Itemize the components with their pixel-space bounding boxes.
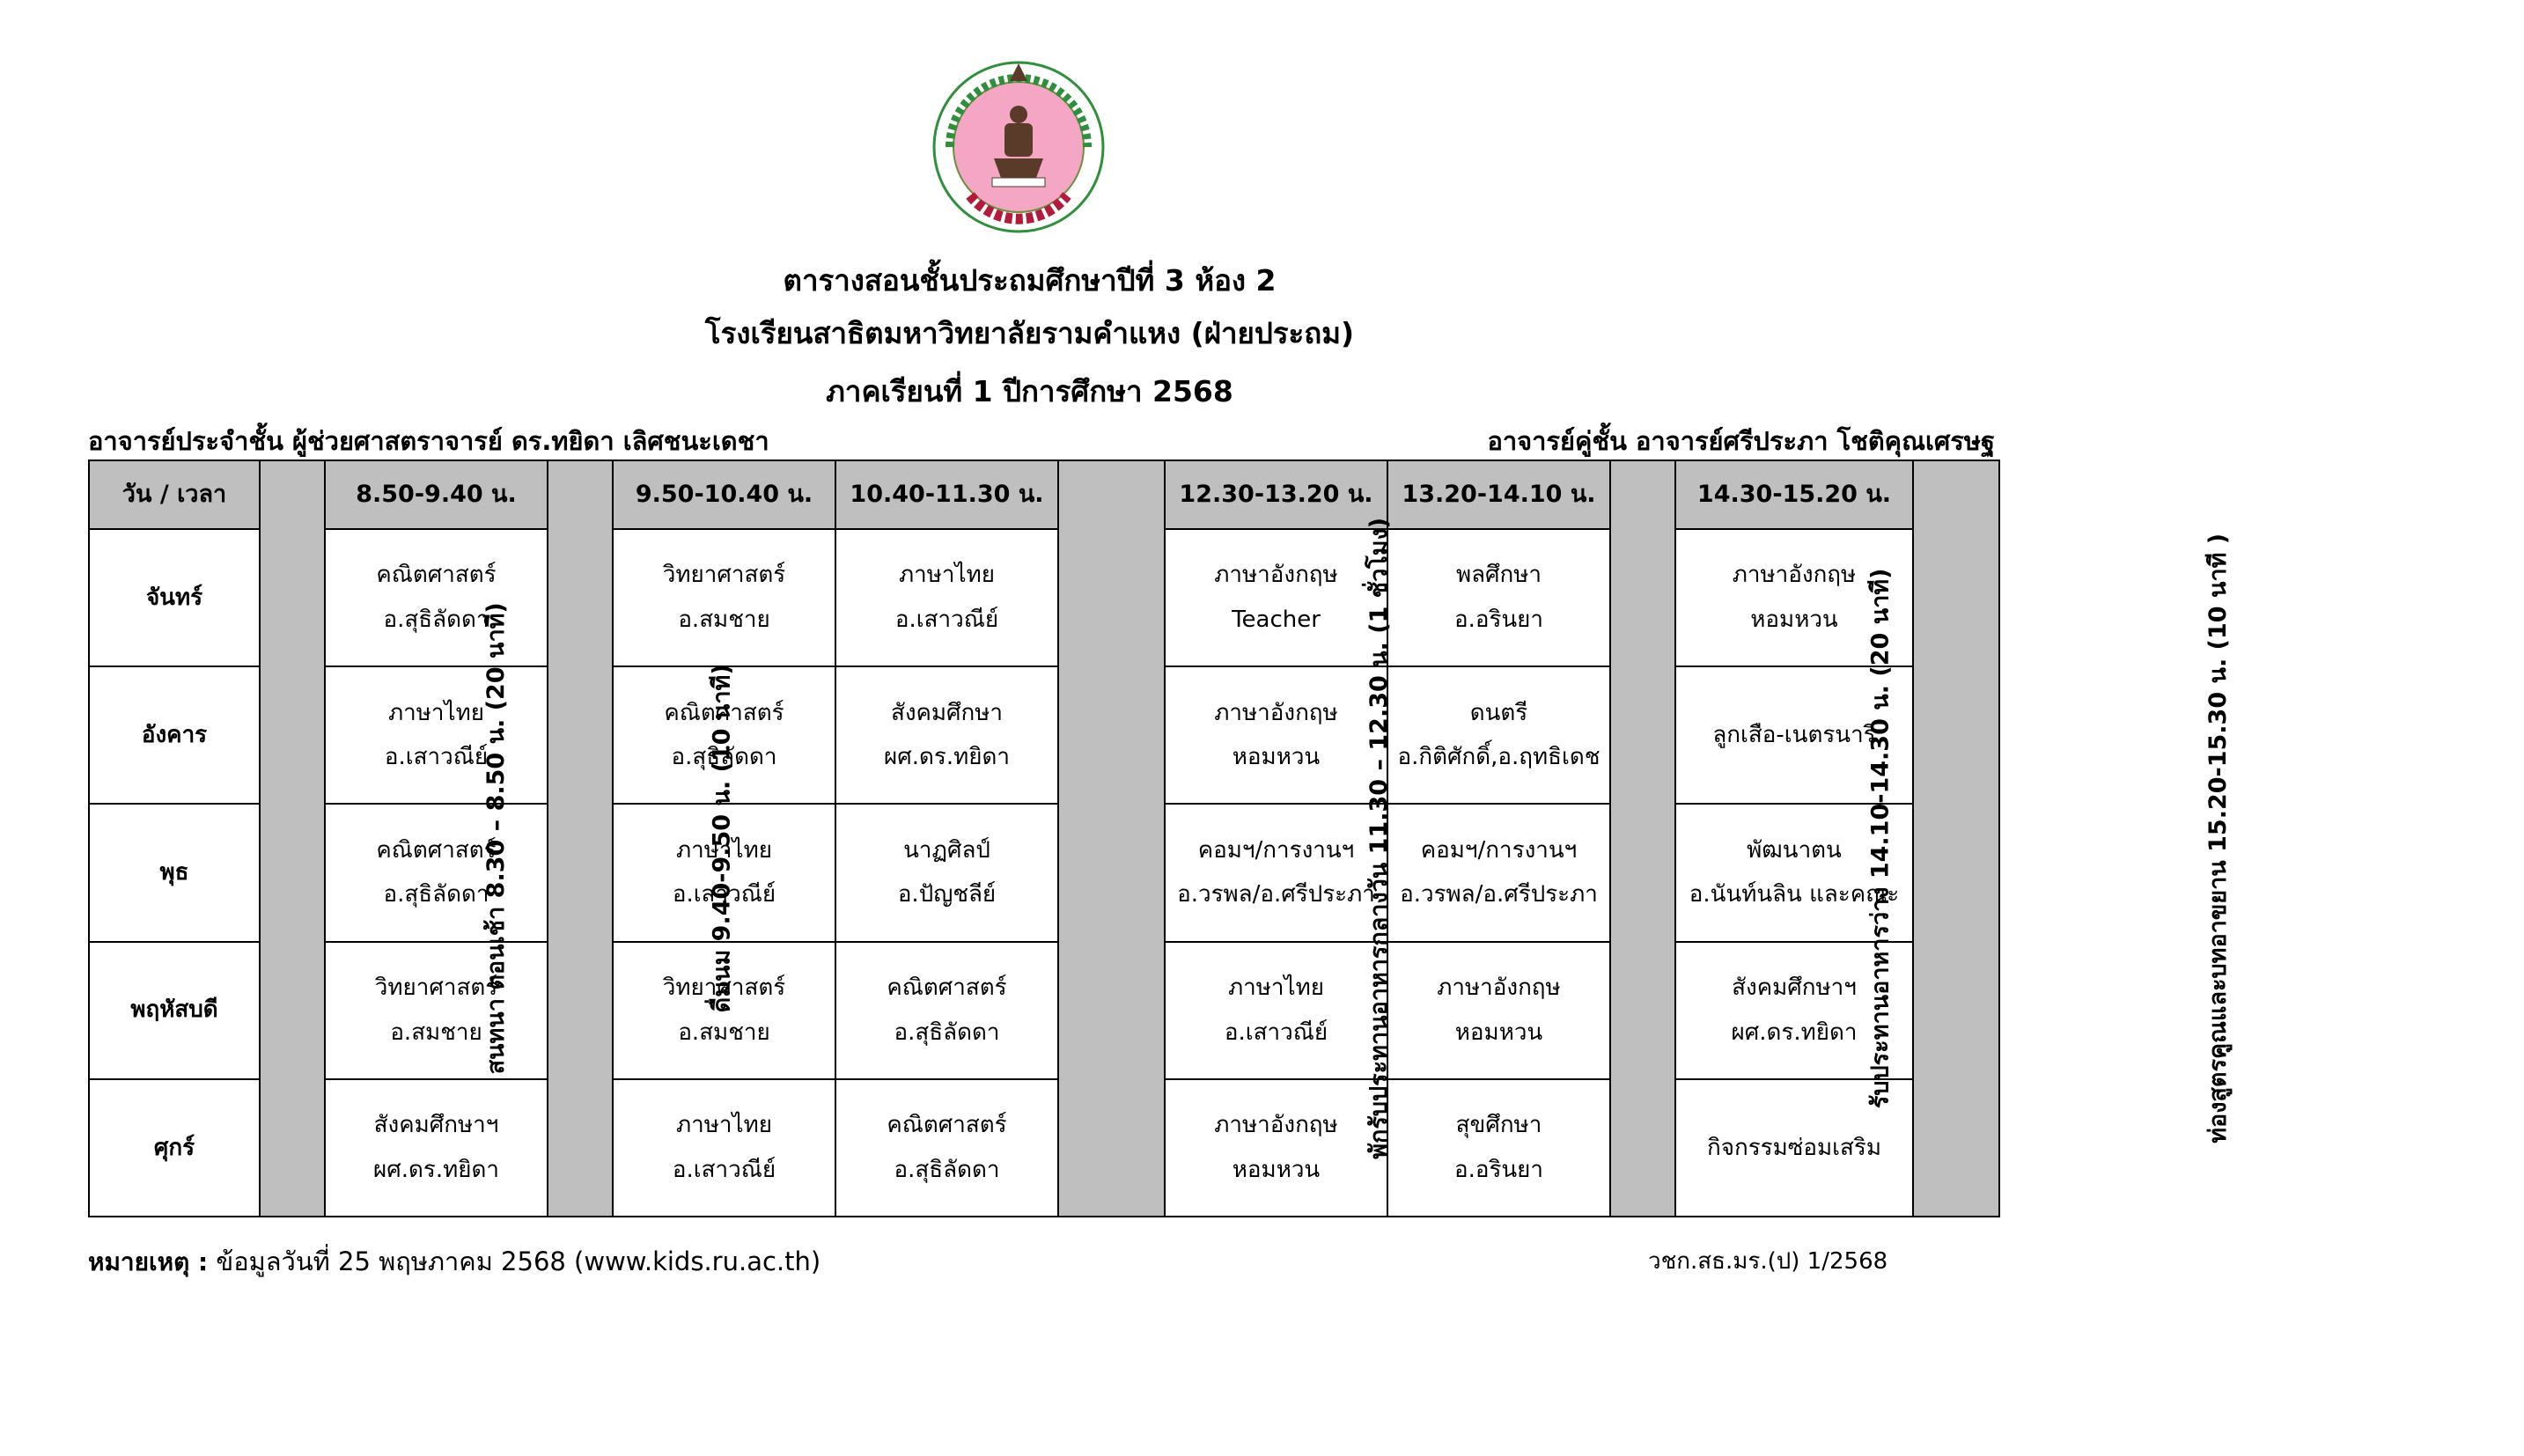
class-cell: คณิตศาสตร์ อ.สุธิลัดดา	[835, 1079, 1058, 1217]
time-header-p6: 14.30-15.20 น.	[1675, 460, 1913, 529]
class-cell: คอมฯ/การงานฯ อ.วรพล/อ.ศรีประภา	[1387, 804, 1610, 941]
day-label: ศุกร์	[89, 1079, 260, 1217]
footnote	[88, 1241, 820, 1282]
class-cell: ภาษาอังกฤษ หอมหวน	[1387, 942, 1610, 1079]
day-label: พฤหัสบดี	[89, 942, 260, 1079]
time-header-p4: 12.30-13.20 น.	[1165, 460, 1387, 529]
time-header-p1: 8.50-9.40 น.	[325, 460, 548, 529]
class-cell: ภาษาอังกฤษ หอมหวน	[1675, 529, 1913, 666]
class-cell: วิทยาศาสตร์ อ.สมชาย	[613, 529, 835, 666]
class-cell: ลูกเสือ-เนตรนารี	[1675, 666, 1913, 804]
footnote-text: ข้อมูลวันที่ 25 พฤษภาคม 2568 (www.kids.ru.ac.th)	[208, 1246, 821, 1276]
class-cell: ดนตรี อ.กิติศักดิ์,อ.ฤทธิเดช	[1387, 666, 1610, 804]
semester-title: ภาคเรียนที่ 1 ปีการศึกษา 2568	[826, 374, 1233, 408]
class-cell: พลศึกษา อ.อรินยา	[1387, 529, 1610, 666]
homeroom-teacher: อาจารย์ประจำชั้น ผู้ช่วยศาสตราจารย์ ดร.ทยิดา เลิศชนะเดชา	[88, 426, 769, 456]
time-header-p5: 13.20-14.10 น.	[1387, 460, 1610, 529]
time-header-p2: 9.50-10.40 น.	[613, 460, 835, 529]
class-cell: คณิตศาสตร์ อ.สุธิลัดดา	[325, 804, 548, 941]
day-label: พุธ	[89, 804, 260, 941]
class-cell: นาฏศิลป์ อ.ปัญชลีย์	[835, 804, 1058, 941]
table-row	[89, 804, 1999, 941]
table-row	[89, 666, 1999, 804]
class-cell: วิทยาศาสตร์ อ.สมชาย	[613, 942, 835, 1079]
table-row	[89, 529, 1999, 666]
class-cell: คณิตศาสตร์ อ.สุธิลัดดา	[613, 666, 835, 804]
school-name: โรงเรียนสาธิตมหาวิทยาลัยรามคำแหง (ฝ่ายประถม)	[704, 316, 1355, 350]
class-cell: สังคมศึกษาฯ ผศ.ดร.ทยิดา	[1675, 942, 1913, 1079]
table-row	[89, 942, 1999, 1079]
class-cell: ภาษาไทย อ.เสาวณีย์	[613, 1079, 835, 1217]
document-code: วชก.สธ.มร.(ป) 1/2568	[1648, 1248, 1888, 1275]
class-cell: คณิตศาสตร์ อ.สุธิลัดดา	[325, 529, 548, 666]
class-cell: วิทยาศาสตร์ อ.สมชาย	[325, 942, 548, 1079]
class-cell: ภาษาอังกฤษ Teacher	[1165, 529, 1387, 666]
footnote-label: หมายเหตุ :	[88, 1247, 209, 1276]
corner-header: วัน / เวลา	[89, 460, 260, 529]
schedule-title: ตารางสอนชั้นประถมศึกษาปีที่ 3 ห้อง 2	[783, 263, 1277, 298]
time-header-p3: 10.40-11.30 น.	[835, 460, 1058, 529]
school-logo	[931, 55, 1107, 239]
day-label: จันทร์	[89, 529, 260, 666]
class-cell: สุขศึกษา อ.อรินยา	[1387, 1079, 1610, 1217]
class-cell: คณิตศาสตร์ อ.สุธิลัดดา	[835, 942, 1058, 1079]
break-recite	[1913, 460, 2233, 1217]
class-cell: กิจกรรมซ่อมเสริม	[1675, 1079, 1913, 1217]
table-row	[89, 1079, 1999, 1217]
timetable	[88, 460, 2233, 1217]
class-cell: ภาษาไทย อ.เสาวณีย์	[325, 666, 548, 804]
class-cell: ภาษาไทย อ.เสาวณีย์	[613, 804, 835, 941]
class-cell: สังคมศึกษา ผศ.ดร.ทยิดา	[835, 666, 1058, 804]
break-recite-label: ท่องสูตรคูณและบทอาขยาน 15.20-15.30 น. (10 นาที )	[2204, 533, 2233, 1143]
break-snack-label: รับประทานอาหารว่าง 14.10-14.30 น. (20 นาที)	[1866, 568, 1895, 1109]
class-cell: ภาษาไทย อ.เสาวณีย์	[1165, 942, 1387, 1079]
class-cell: พัฒนาตน อ.นันท์นลิน และคณะ	[1675, 804, 1913, 941]
co-teacher: อาจารย์คู่ชั้น อาจารย์ศรีประภา โชติคุณเศรษฐ	[1487, 426, 1995, 456]
class-cell: สังคมศึกษาฯ ผศ.ดร.ทยิดา	[325, 1079, 548, 1217]
class-cell: ภาษาอังกฤษ หอมหวน	[1165, 666, 1387, 804]
class-cell: ภาษาไทย อ.เสาวณีย์	[835, 529, 1058, 666]
break-lunch-label: พักรับประทานอาหารกลางวัน 11.30 – 12.30 น. (1 ชั่วโมง)	[1365, 518, 1394, 1159]
day-label: อังคาร	[89, 666, 260, 804]
break-morning-label: สนทนา ตอนเช้า 8.30 – 8.50 น. (20 นาที)	[482, 602, 510, 1075]
class-cell: คอมฯ/การงานฯ อ.วรพล/อ.ศรีประภา	[1165, 804, 1387, 941]
class-cell: ภาษาอังกฤษ หอมหวน	[1165, 1079, 1387, 1217]
break-milk-label: ดื่มนม 9.40-9.50 น. (10 นาที)	[708, 664, 736, 1013]
